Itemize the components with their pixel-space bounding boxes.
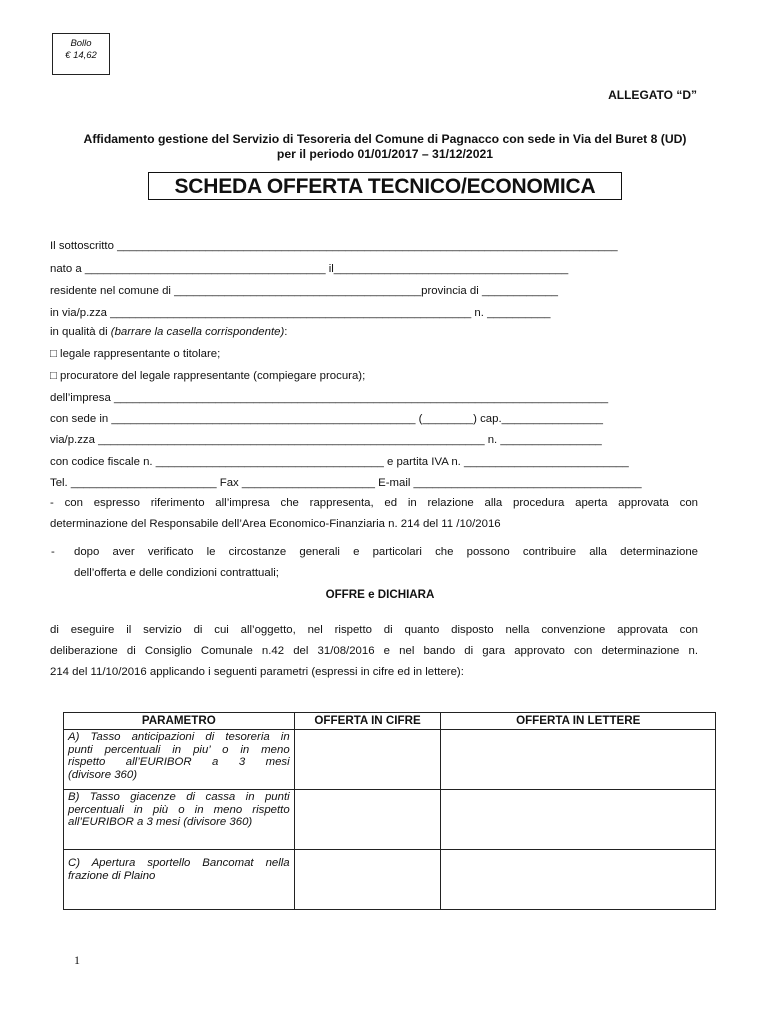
body-line-3: 214 del 11/10/2016 applicando i seguenti parametri (espressi in cifre ed in lettere):	[50, 666, 464, 678]
page-title: SCHEDA OFFERTA TECNICO/ECONOMICA	[148, 172, 622, 200]
form-line-via[interactable]: in via/p.zza _________________________________________________________ n. __________	[50, 307, 551, 319]
option-legale-checkbox[interactable]: □ legale rappresentante o titolare;	[50, 348, 221, 360]
offerta-lettere-cell-b[interactable]	[441, 790, 716, 850]
body-line-2: deliberazione di Consiglio Comunale n.42 del 31/08/2016 e nel bando di gara approvato con determinazione n.	[50, 645, 698, 657]
offer-table-header-row	[64, 713, 716, 730]
parametro-cell-c	[64, 850, 295, 910]
page-number: 1	[74, 953, 80, 967]
bollo-label: Bollo	[70, 38, 92, 49]
offer-table	[63, 712, 716, 910]
qualita-suffix: :	[284, 326, 288, 338]
form-line-contatti[interactable]: Tel. _______________________ Fax _____________________ E-mail ____________________________________	[50, 477, 642, 489]
qualita-instruction: (barrare la casella corrispondente)	[110, 326, 285, 338]
body-line-1: di eseguire il servizio di cui all’oggetto, nel rispetto di quanto disposto nella convenzione approvata con	[50, 624, 698, 636]
heading-line-1: Affidamento gestione del Servizio di Tesoreria del Comune di Pagnacco con sede in Via del Buret 8 (UD)	[83, 132, 687, 146]
qualita-prefix: in qualità di	[50, 326, 111, 338]
parametro-b-line-1: B) Tasso giacenze di cassa in punti	[68, 791, 290, 803]
bollo-amount: € 14,62	[65, 50, 97, 61]
offre-heading: OFFRE e DICHIARA	[325, 588, 435, 601]
parametro-a-line-4: (divisore 360)	[68, 768, 138, 781]
parametro-c-line-2: frazione di Plaino	[68, 869, 156, 882]
parametro-a-line-1: A) Tasso anticipazioni di tesoreria in	[68, 731, 290, 743]
form-line-sede[interactable]: con sede in ________________________________________________ (________) cap.________________	[50, 413, 603, 425]
dopo-dash: -	[51, 546, 55, 558]
offerta-cifre-cell-a[interactable]	[294, 730, 441, 790]
option-procuratore-checkbox[interactable]: □ procuratore del legale rappresentante (compiegare procura);	[50, 370, 366, 382]
riferimento-line-1: - con espresso riferimento all’impresa che rappresenta, ed in relazione alla procedura aperta approvata con	[50, 497, 698, 509]
parametro-cell-b	[64, 790, 295, 850]
dopo-line-1: dopo aver verificato le circostanze generali e particolari che possono contribuire alla determinazione	[74, 546, 698, 558]
header-parametro: PARAMETRO	[64, 713, 295, 730]
header-offerta-cifre: OFFERTA IN CIFRE	[294, 713, 441, 730]
parametro-cell-a	[64, 730, 295, 790]
form-line-impresa[interactable]: dell’impresa ______________________________________________________________________________	[50, 392, 609, 404]
table-row-a	[64, 730, 716, 790]
allegato-label: ALLEGATO “D”	[608, 88, 697, 102]
form-line-sottoscritto[interactable]: Il sottoscritto _______________________________________________________________________________	[50, 240, 618, 252]
offerta-lettere-cell-c[interactable]	[441, 850, 716, 910]
form-line-via-impresa[interactable]: via/p.zza _____________________________________________________________ n. ________________	[50, 434, 602, 446]
form-line-residente[interactable]: residente nel comune di _______________________________________provincia di ____________	[50, 285, 558, 297]
riferimento-line-2: determinazione del Responsabile dell’Area Economico-Finanziaria n. 214 del 11 /10/2016	[50, 518, 501, 530]
offerta-cifre-cell-c[interactable]	[294, 850, 441, 910]
table-row-c	[64, 850, 716, 910]
offerta-lettere-cell-a[interactable]	[441, 730, 716, 790]
bollo-stamp-box	[52, 33, 110, 75]
heading-line-2: per il periodo 01/01/2017 – 31/12/2021	[276, 147, 494, 161]
parametro-a-line-2: punti percentuali in piu’ o in meno	[68, 743, 290, 756]
offerta-cifre-cell-b[interactable]	[294, 790, 441, 850]
qualita-line	[50, 326, 287, 338]
parametro-c-line-1: C) Apertura sportello Bancomat nella	[68, 857, 290, 869]
form-line-nato[interactable]: nato a ______________________________________ il_____________________________________	[50, 263, 569, 275]
table-row-b	[64, 790, 716, 850]
parametro-a-line-3: rispetto all’EURIBOR a 3 mesi	[68, 756, 290, 769]
dopo-line-2: dell’offerta e delle condizioni contrattuali;	[74, 567, 279, 579]
parametro-b-line-3: all’EURIBOR a 3 mesi (divisore 360)	[68, 816, 253, 829]
parametro-b-line-2: percentuali in più o in meno rispetto	[68, 803, 290, 816]
header-offerta-lettere: OFFERTA IN LETTERE	[441, 713, 716, 730]
form-line-codice-fiscale[interactable]: con codice fiscale n. ____________________________________ e partita IVA n. __________________________	[50, 456, 629, 468]
